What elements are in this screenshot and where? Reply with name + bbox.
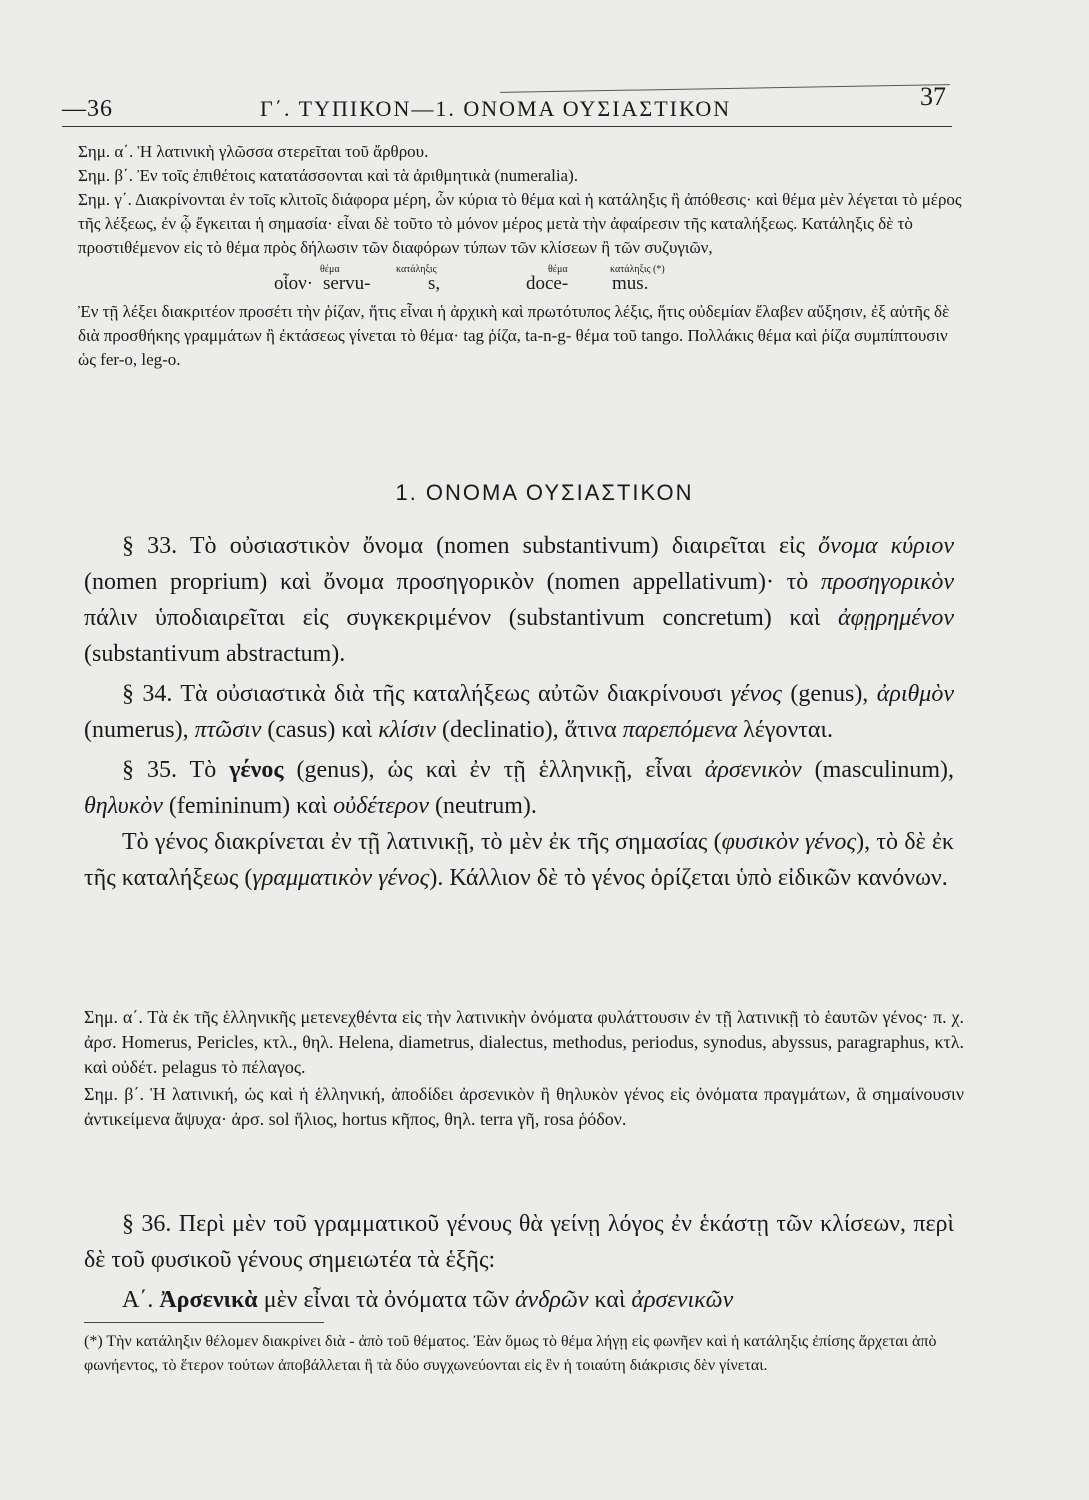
header-left-page-number: —36: [62, 96, 113, 122]
paragraph-A: [84, 1282, 954, 1318]
label-stem-2: θέμα: [548, 264, 568, 275]
example-ending-s: s,: [428, 273, 441, 294]
term-case: πτῶσιν: [194, 717, 262, 743]
text-run: καὶ: [588, 1287, 632, 1313]
text-run: § 33. Τὸ οὐσιαστικὸν ὄνομα (nomen substantivum) διαιρεῖται εἰς: [122, 533, 819, 559]
note-alpha: Σημ. α΄. Ἡ λατινικὴ γλῶσσα στερεῖται τοῦ ἄρθρου.: [78, 142, 429, 161]
paragraph-35-cont: [84, 824, 954, 896]
text-run: (casus) καὶ: [261, 717, 379, 743]
note-gamma: Σημ. γ΄. Διακρίνονται ἐν τοῖς κλιτοῖς διάφορα μέρη, ὧν κύρια τὸ θέμα καὶ ἡ κατάληξις ἢ ἀπόθεσις· καὶ θέμα μὲν λέγεται τὸ μέρος τῆς λέξεως, ἐν ᾧ ἔγκειται ἡ σημασία· εἶναι δὲ τοῦτο τὸ μόνον μέρος μετὰ τὴν ἀφαίρεσιν τῆς καταλήξεως. Κατάληξις δὲ τὸ προστιθέμενον εἰς τὸ θέμα πρὸς δήλωσιν τῶν διαφόρων τύπων τῶν κλίσεων ἢ τῶν συζυγιῶν,: [78, 190, 962, 257]
notes-mid: [84, 1005, 964, 1132]
header-page-number: 37: [920, 82, 946, 111]
text-run: (genus), ὡς καὶ ἐν τῇ ἑλληνικῇ, εἶναι: [283, 757, 705, 783]
term-grammatical-gender: γραμματικὸν γένος: [252, 865, 430, 891]
note-beta: Σημ. β΄. Ἐν τοῖς ἐπιθέτοις κατατάσσονται καὶ τὰ ἀριθμητικὰ (numeralia).: [78, 166, 579, 185]
text-run: πάλιν ὑποδιαιρεῖται εἰς συγκεκριμένον (substantivum concretum) καὶ: [84, 605, 838, 631]
text-run: (substantivum abstractum).: [84, 641, 346, 667]
paragraph-35: [84, 752, 954, 824]
term-arsenika: Ἀρσενικὰ: [159, 1287, 258, 1313]
term-common-noun: προσηγορικὸν: [820, 569, 954, 595]
footnote-text: (*) Τὴν κατάληξιν θέλομεν διακρίνει διὰ - ἀπὸ τοῦ θέματος. Ἐὰν ὅμως τὸ θέμα λήγῃ εἰς φωνῆεν καὶ ἡ κατάληξις ἐπίσης ἄρχεται ἀπὸ φωνήεντος, τὸ ἕτερον τούτων ἀποβάλλεται ἢ τὰ δύο συγχωνεύονται εἰς ἓν ἡ τοιαύτη διάκρισις δὲν γίνεται.: [84, 1333, 937, 1374]
term-proper-noun: ὄνομα κύριον: [818, 533, 955, 559]
running-head: [62, 82, 949, 128]
text-run: (femininum) καὶ: [162, 793, 334, 819]
text-run: § 34. Τὰ οὐσιαστικὰ διὰ τῆς καταλήξεως αὐτῶν διακρίνουσι: [122, 681, 731, 707]
label-ending-2: κατάληξις (*): [610, 264, 665, 275]
text-run: (genus),: [781, 681, 877, 707]
term-gender: γένος: [229, 757, 284, 783]
example-stem-servu: servu-: [323, 273, 371, 294]
text-run: (numerus),: [84, 717, 195, 743]
term-male: ἀρσενικῶν: [631, 1287, 734, 1313]
text-run: λέγονται.: [737, 717, 833, 743]
notes-top: [78, 140, 968, 372]
header-title: Γ΄. ΤΥΠΙΚΟΝ—1. ΟΝΟΜΑ ΟΥΣΙΑΣΤΙΚΟΝ: [260, 96, 732, 121]
text-run: (nomen proprium) καὶ ὄνομα προσηγορικὸν (nomen appellativum)· τὸ: [84, 569, 821, 595]
header-rule: [62, 126, 952, 127]
label-stem-1: θέμα: [320, 264, 340, 275]
text-run: μὲν εἶναι τὰ ὀνόματα τῶν: [257, 1287, 515, 1313]
term-genus: γένος: [730, 681, 782, 707]
main-text: [84, 528, 954, 896]
text-run: (declinatio), ἅτινα: [436, 717, 623, 743]
text-run: § 35. Τὸ: [122, 757, 230, 783]
term-accidents: παρεπόμενα: [622, 717, 738, 743]
section-heading: 1. ΟΝΟΜΑ ΟΥΣΙΑΣΤΙΚΟΝ: [395, 480, 694, 505]
term-men: ἀνδρῶν: [514, 1287, 589, 1313]
term-neuter: οὐδέτερον: [333, 793, 429, 819]
term-masculine: ἀρσενικὸν: [704, 757, 802, 783]
paragraph-36: § 36. Περὶ μὲν τοῦ γραμματικοῦ γένους θὰ γείνῃ λόγος ἐν ἑκάστῃ τῶν κλίσεων, περὶ δὲ τοῦ φυσικοῦ γένους σημειωτέα τὰ ἑξῆς:: [84, 1211, 954, 1273]
note-mid-alpha: Σημ. α΄. Τὰ ἐκ τῆς ἑλληνικῆς μετενεχθέντα εἰς τὴν λατινικὴν ὀνόματα φυλάττουσιν ἐν τῇ λατινικῇ τὸ ἑαυτῶν γένος· π. χ. ἀρσ. Homerus, Pericles, κτλ., θηλ. Helena, diametrus, dialectus, methodus, periodus, synodus, abyssus, paragraphus, κτλ. καὶ οὐδέτ. pelagus τὸ πέλαγος.: [84, 1007, 964, 1077]
term-natural-gender: φυσικὸν γένος: [721, 829, 857, 855]
term-declension: κλίσιν: [378, 717, 436, 743]
paragraph-33: [84, 528, 954, 672]
note-mid-beta: Σημ. β΄. Ἡ λατινική, ὡς καὶ ἡ ἑλληνική, ἀποδίδει ἀρσενικὸν ἢ θηλυκὸν γένος εἰς ὀνόματα πραγμάτων, ἃ σημαίνουσιν ἀντικείμενα ἄψυχα· ἀρσ. sol ἥλιος, hortus κῆπος, θηλ. terra γῆ, rosa ῥόδον.: [84, 1084, 964, 1129]
stem-ending-example: [78, 260, 968, 300]
term-feminine: θηλυκὸν: [84, 793, 163, 819]
main-text-lower: [84, 1206, 954, 1318]
text-run: ). Κάλλιον δὲ τὸ γένος ὁρίζεται ὑπὸ εἰδικῶν κανόνων.: [429, 865, 948, 891]
text-run: Τὸ γένος διακρίνεται ἐν τῇ λατινικῇ, τὸ μὲν ἐκ τῆς σημασίας (: [122, 829, 722, 855]
text-run: ), τὸ δὲ ἐκ τῆς καταλήξεως (: [84, 829, 954, 891]
term-number: ἀριθμὸν: [876, 681, 955, 707]
example-oion: οἷον·: [274, 273, 314, 294]
note-gamma-root: Ἐν τῇ λέξει διακριτέον προσέτι τὴν ῥίζαν, ἥτις εἶναι ἡ ἀρχικὴ καὶ πρωτότυπος λέξις, ἥτις οὐδεμίαν ἔλαβεν αὔξησιν, ἐξ αὐτῆς δὲ διὰ προσθήκης γραμμάτων ἢ ἐκτάσεως γίνεται τὸ θέμα· tag ῥίζα, ta-n-g- θέμα τοῦ tango. Πολλάκις θέμα καὶ ῥίζα συμπίπτουσιν ὡς fer-o, leg-o.: [78, 302, 950, 369]
text-run: (neutrum).: [428, 793, 537, 819]
term-abstract: ἀφῃρημένον: [837, 605, 954, 631]
example-stem-doce: doce-: [526, 273, 569, 294]
text-run: Α΄.: [122, 1287, 160, 1313]
footnote: [84, 1330, 964, 1378]
label-ending-1: κατάληξις: [396, 264, 437, 275]
text-run: (masculinum),: [801, 757, 954, 783]
paragraph-34: [84, 676, 954, 748]
example-ending-mus: mus.: [612, 273, 649, 294]
footnote-rule: [84, 1322, 324, 1323]
